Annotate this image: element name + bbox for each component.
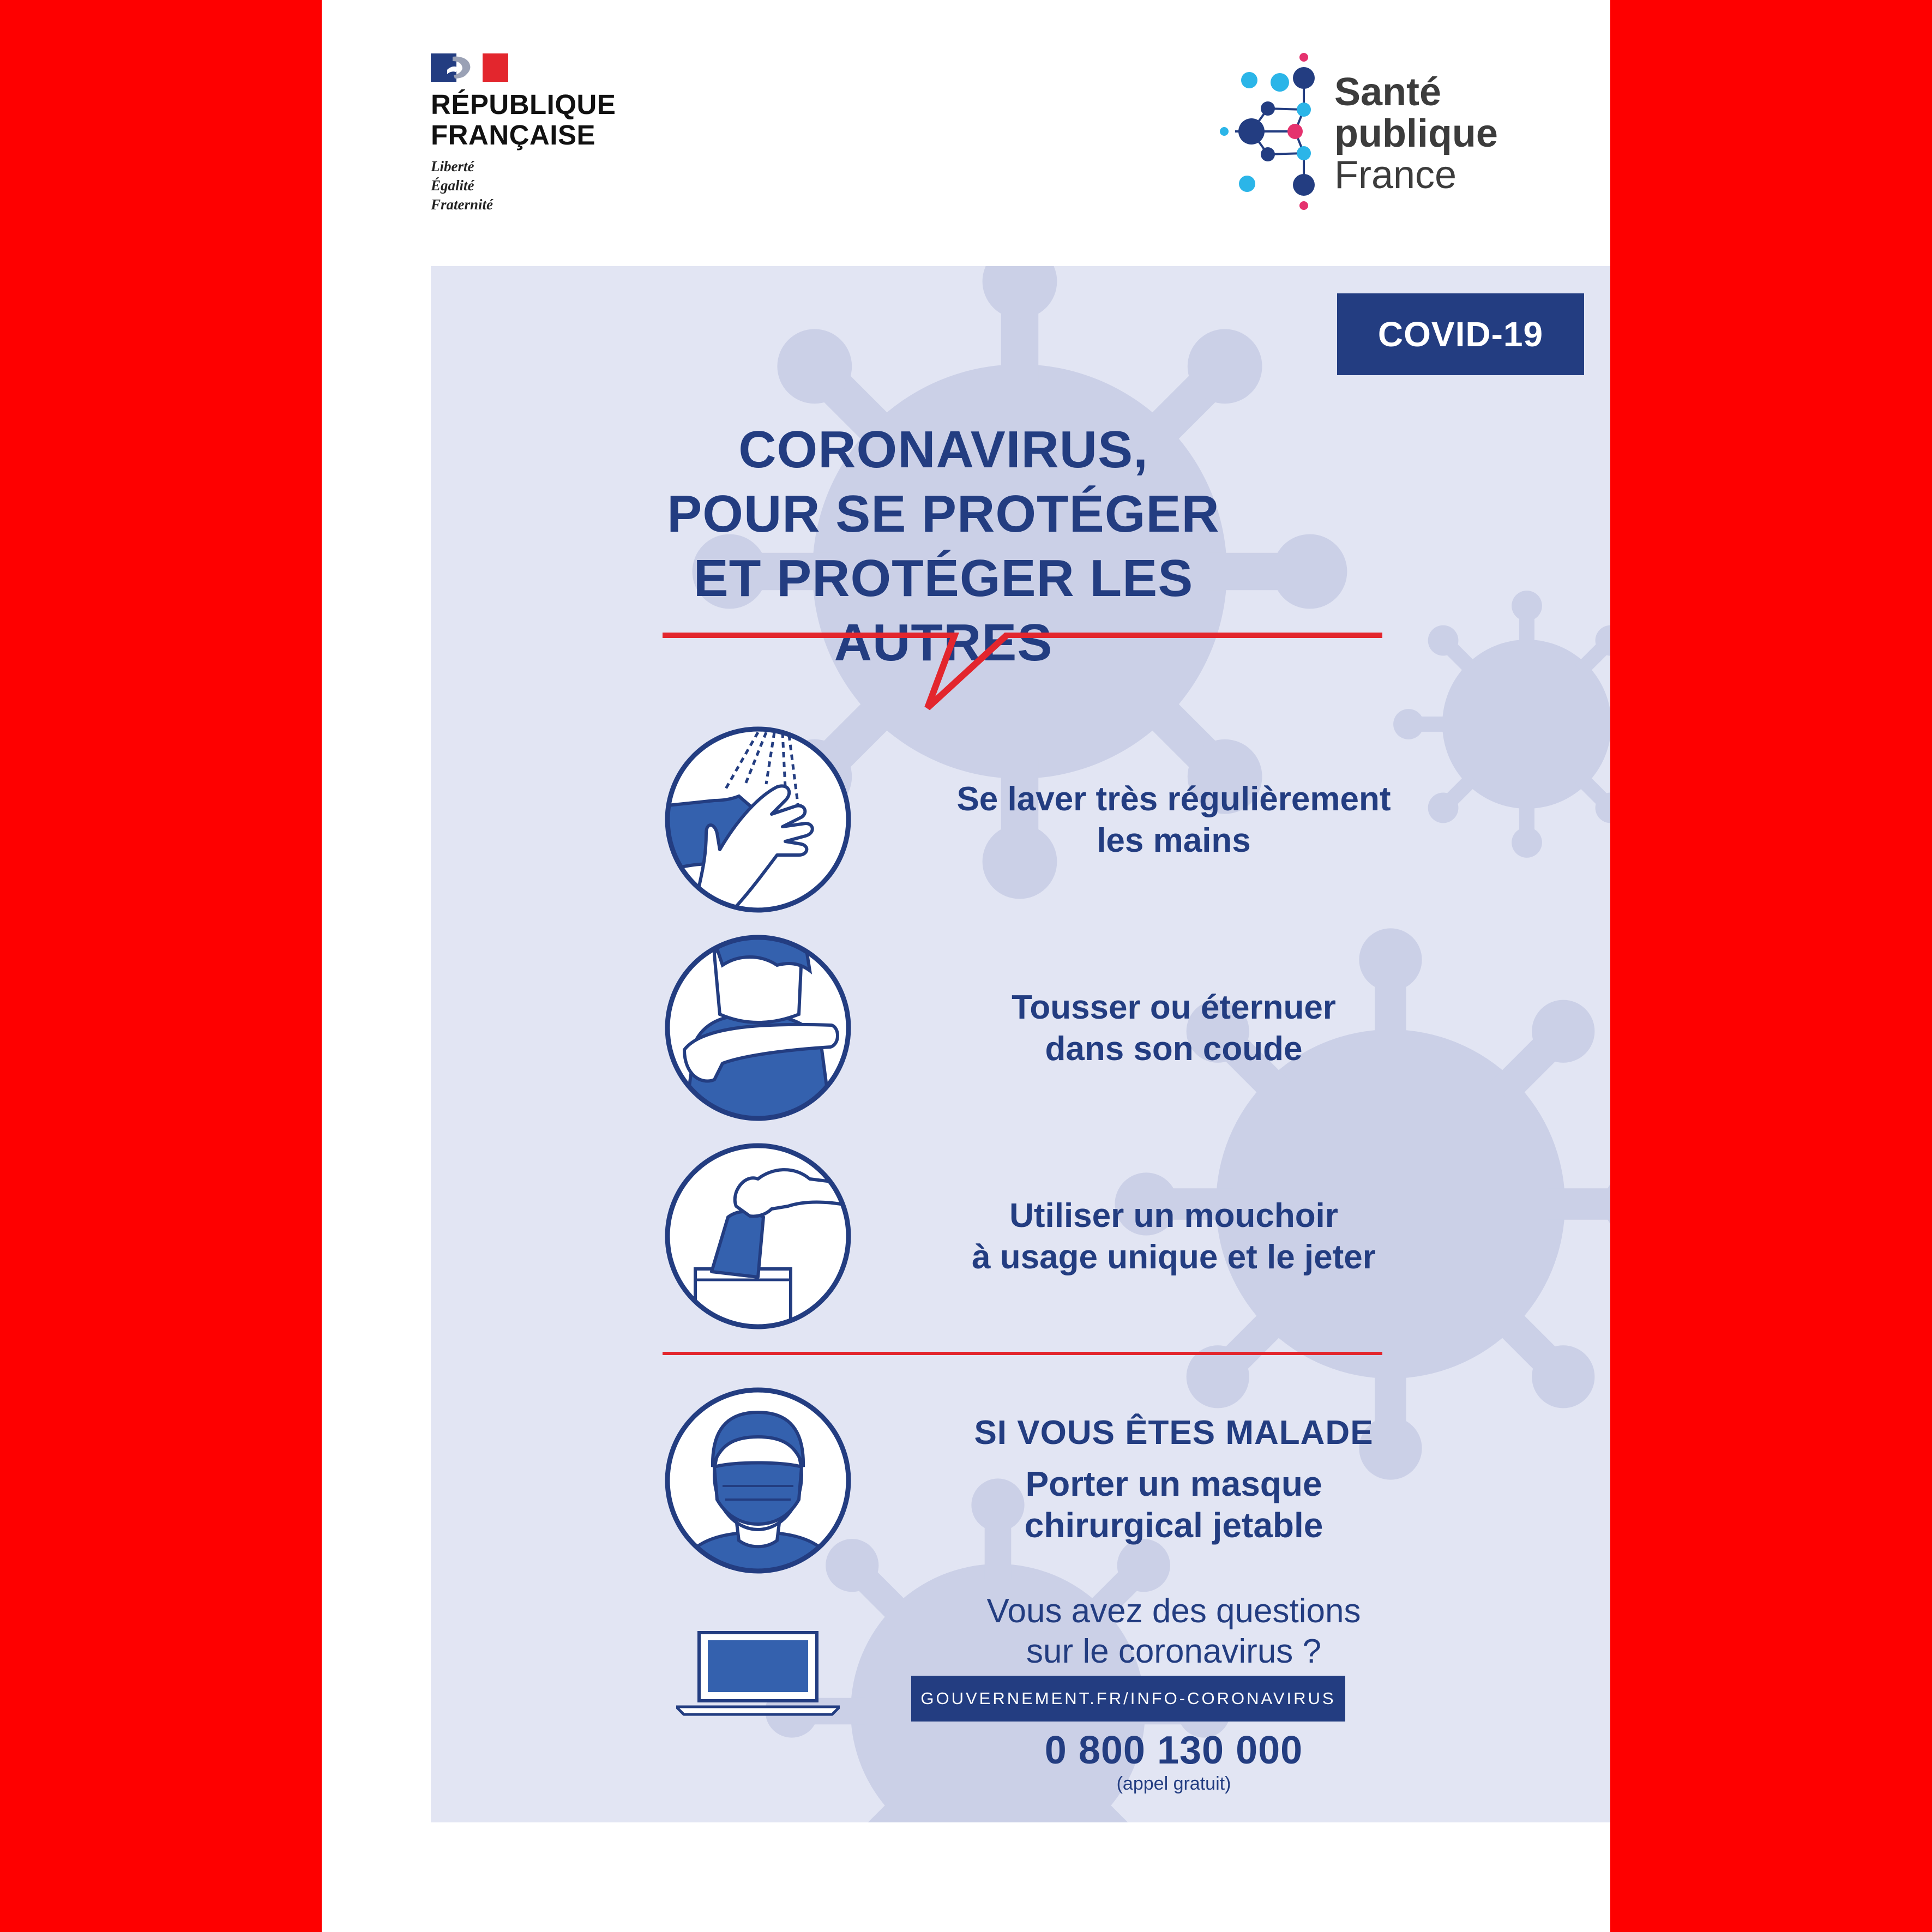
page-title: CORONAVIRUS, POUR SE PROTÉGER ET PROTÉGER LES AUTRES [667, 420, 1220, 672]
sante-publique-france-logo [1219, 52, 1524, 215]
sick-advice: Porter un masque chirurgical jetable [1024, 1464, 1323, 1545]
republique-motto: Liberté Égalité Fraternité [431, 158, 493, 213]
republique-francaise-name: RÉPUBLIQUE FRANÇAISE [431, 89, 616, 151]
main-panel [431, 266, 1610, 1822]
sante-publique-france-name: Santé publique France [1334, 70, 1498, 197]
face-mask-icon [663, 1385, 853, 1576]
covid-19-badge: COVID-19 [1337, 293, 1584, 375]
marianne-flag-icon [431, 53, 508, 82]
tissue-box-icon [663, 1141, 853, 1332]
section-divider [663, 1352, 1382, 1355]
cough-in-elbow-icon [663, 932, 853, 1123]
tip-use-tissue: Utiliser un mouchoir à usage unique et le jeter [972, 1197, 1376, 1276]
free-call-note: (appel gratuit) [1116, 1773, 1231, 1794]
molecule-network-icon [1219, 52, 1344, 215]
sick-heading: SI VOUS ÊTES MALADE [974, 1414, 1374, 1452]
tip-cough-elbow: Tousser ou éternuer dans son coude [1012, 989, 1336, 1068]
laptop-icon [676, 1629, 840, 1717]
republique-francaise-logo [431, 53, 649, 217]
questions-text: Vous avez des questions sur le coronavirus ? [986, 1592, 1361, 1670]
speech-bubble-divider [663, 633, 1382, 714]
hand-washing-icon [663, 724, 853, 915]
hotline-phone-number[interactable]: 0 800 130 000 [1044, 1729, 1303, 1772]
info-website-link[interactable]: GOUVERNEMENT.FR/INFO-CORONAVIRUS [911, 1676, 1345, 1722]
tip-wash-hands: Se laver très régulièrement les mains [956, 780, 1391, 859]
